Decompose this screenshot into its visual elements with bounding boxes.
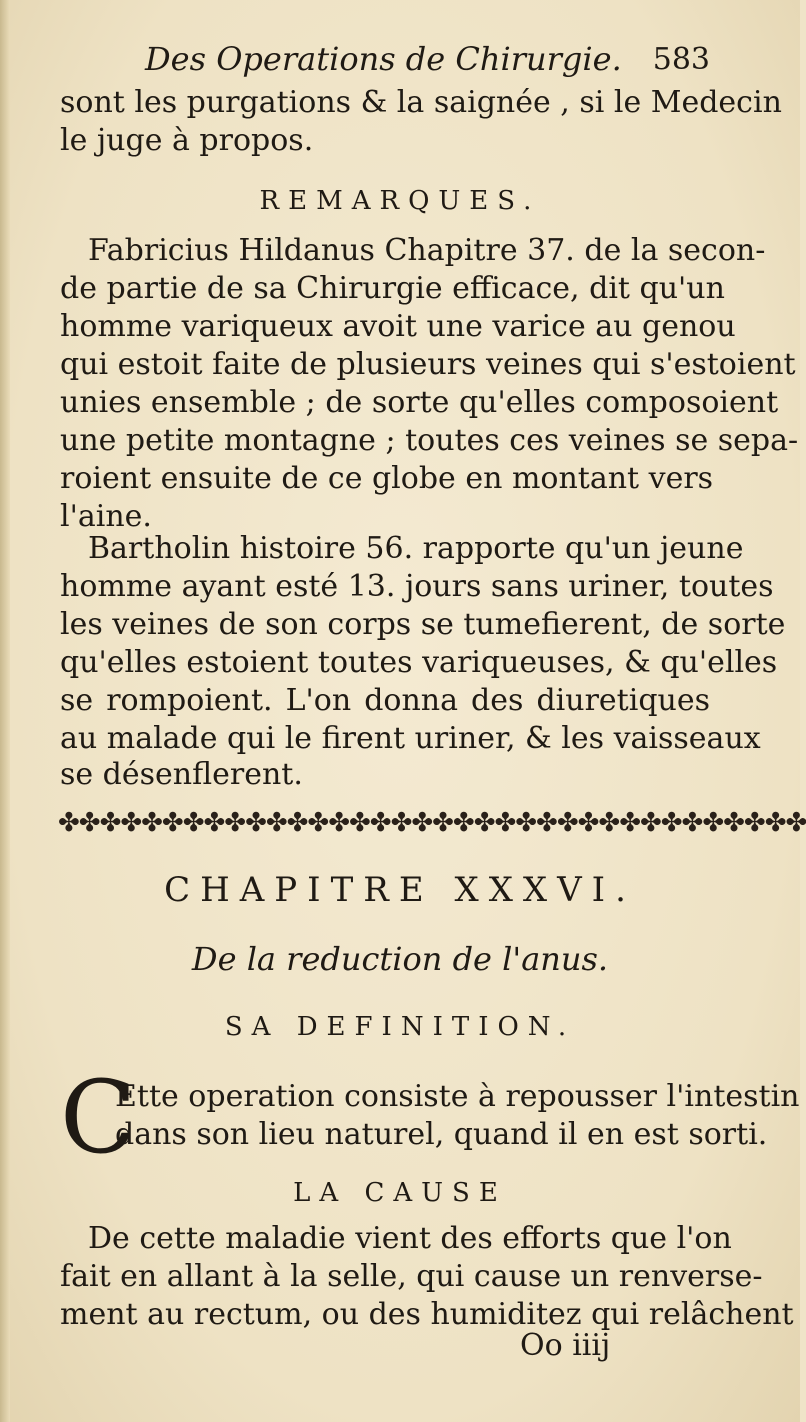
running-head-title: Des Operations de Chirurgie. [145,40,622,78]
text-line: se rompoient. L'on donna des diuretiques [60,683,710,718]
text-line: Fabricius Hildanus Chapitre 37. de la secon- [88,233,766,268]
definition-heading: SA DEFINITION. [224,1012,576,1042]
text-line: de partie de sa Chirurgie efficace, dit qu'un [60,271,725,306]
text-line: fait en allant à la selle, qui cause un renverse- [60,1259,763,1294]
ornamental-border: ✤✤✤✤✤✤✤✤✤✤✤✤✤✤✤✤✤✤✤✤✤✤✤✤✤✤✤✤✤✤✤✤✤✤✤✤ [58,808,806,838]
text-line: ment au rectum, ou des humiditez qui relâchent [60,1297,794,1332]
text-line: qui estoit faite de plusieurs veines qui s'estoient [60,347,796,382]
remarques-heading: REMARQUES. [259,186,541,216]
text-line: se désenflerent. [60,757,303,792]
running-head [60,40,710,84]
text-line: Ette operation consiste à repousser l'intestin [115,1079,800,1114]
cause-heading: LA CAUSE [293,1178,507,1208]
drop-cap: C [60,1059,137,1176]
text-line: Bartholin histoire 56. rapporte qu'un jeune [88,531,744,566]
catchword: Oo iiij [520,1328,611,1363]
chapter-subtitle: De la reduction de l'anus. [191,940,609,978]
text-line: les veines de son corps se tumefierent, de sorte [60,607,786,642]
text-line: une petite montagne ; toutes ces veines se sepa- [60,423,799,458]
text-line: De cette maladie vient des efforts que l'on [88,1221,732,1256]
page-number: 583 [652,42,710,77]
text-line: qu'elles estoient toutes variqueuses, & qu'elles [60,645,778,680]
text-line: dans son lieu naturel, quand il en est sorti. [115,1117,768,1152]
text-line: l'aine. [60,499,152,534]
text-line: unies ensemble ; de sorte qu'elles composoient [60,385,779,420]
text-line: roient ensuite de ce globe en montant vers [60,461,714,496]
text-line: homme ayant esté 13. jours sans uriner, toutes [60,569,774,604]
text-line: sont les purgations & la saignée , si le Medecin [60,85,782,120]
text-line: homme variqueux avoit une varice au genou [60,309,736,344]
text-line: le juge à propos. [60,123,314,158]
chapter-title: CHAPITRE XXXVI. [164,870,636,910]
text-line: au malade qui le firent uriner, & les vaisseaux [60,721,761,756]
